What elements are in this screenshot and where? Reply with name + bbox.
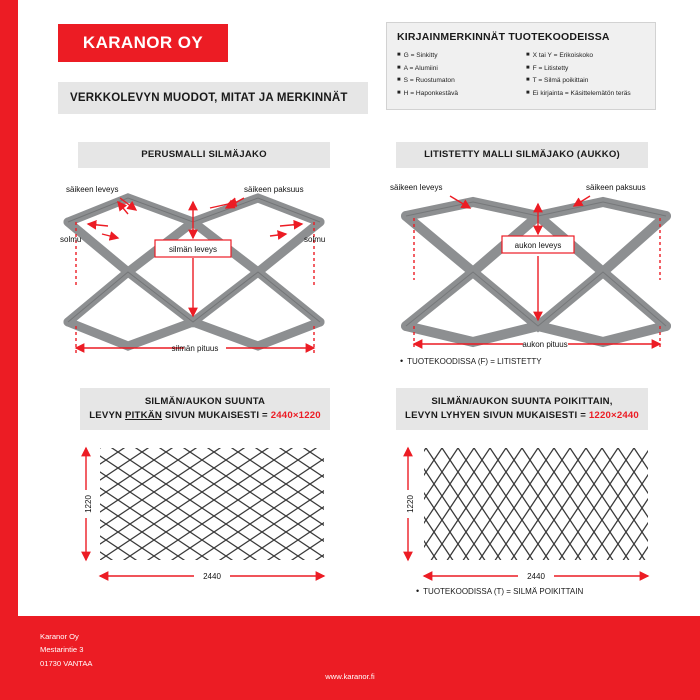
footer-street: Mestarintie 3 [40, 645, 84, 655]
legend-item-label: A = Alumiini [403, 64, 438, 72]
logo-text: KARANOR OY [82, 33, 204, 52]
footer [0, 616, 700, 700]
page-content [18, 0, 700, 700]
diagram-basic-mesh [58, 176, 358, 366]
legend-item-label: X tai Y = Erikoiskoko [532, 52, 594, 59]
footer-company: Karanor Oy [40, 632, 79, 641]
section-heading-long [80, 388, 330, 430]
label-strand-width: säikeen leveys [66, 185, 119, 194]
legend-item [526, 63, 645, 76]
section-heading-cross-line2: LEVYN LYHYEN SIVUN MUKAISESTI = 1220×2440 [405, 410, 639, 421]
label-knot-right: solmu [304, 235, 326, 244]
dim-label-height: 1220 [84, 495, 93, 513]
bullet-icon: ■ [526, 77, 530, 84]
label-strand-width: säikeen leveys [390, 183, 443, 192]
label-mesh-length: silmän pituus [171, 344, 219, 353]
label-knot-left: solmu [60, 235, 82, 244]
legend-box [386, 22, 656, 110]
legend-item [397, 50, 516, 63]
note-slit-text: TUOTEKOODISSA (F) = LITISTETTY [407, 356, 542, 366]
legend-title: KIRJAINMERKINNÄT TUOTEKOODEISSA [397, 31, 610, 43]
legend-item-label: Ei kirjainta = Käsittelemätön teräs [532, 89, 631, 97]
note-cross-text: TUOTEKOODISSA (T) = SILMÄ POIKITTAIN [423, 586, 584, 596]
section-heading-basic-text: PERUSMALLI SILMÄJAKO [141, 148, 267, 160]
legend-item-label: G = Sinkitty [403, 52, 438, 59]
label-mesh-width: silmän leveys [168, 245, 218, 254]
bullet-icon: ■ [397, 64, 401, 71]
page-title [58, 82, 368, 114]
label-opening-length: aukon pituus [522, 340, 568, 349]
label-strand-thickness: säikeen paksuus [586, 183, 646, 192]
bullet-icon: ■ [397, 89, 401, 96]
legend-item-label: T = Silmä poikittain [532, 77, 589, 85]
footer-website[interactable]: www.karanor.fi [325, 672, 375, 681]
heading-underlined-word: PITKÄN [125, 410, 162, 421]
logo [58, 24, 228, 62]
legend-column-right [526, 50, 645, 100]
mesh-strand-outline [68, 198, 320, 322]
heading-size-value: 2440×1220 [270, 410, 321, 421]
legend-item-label: H = Haponkestävä [403, 89, 459, 97]
left-accent-stripe [0, 0, 18, 700]
section-heading-long-line2: LEVYN PITKÄN SIVUN MUKAISESTI = 2440×1220 [89, 410, 321, 421]
dim-label-width: 2440 [527, 572, 545, 581]
footer-city: 01730 VANTAA [40, 658, 93, 668]
legend-item [526, 75, 645, 88]
mesh-strands [406, 202, 666, 342]
dim-label-height: 1220 [406, 495, 415, 513]
bullet-icon: ■ [397, 77, 401, 84]
diagram-slit-mesh [378, 176, 678, 366]
legend-item-label: F = Litistetty [532, 64, 569, 72]
section-heading-slit [396, 142, 648, 168]
legend-item [397, 63, 516, 76]
legend-item [526, 88, 645, 101]
legend-item [526, 50, 645, 63]
label-opening-width: aukon leveys [514, 241, 562, 250]
note-slit [400, 356, 542, 366]
bullet-icon: ■ [526, 52, 530, 58]
page-title-text: VERKKOLEVYN MUODOT, MITAT JA MERKINNÄT [70, 92, 348, 104]
label-strand-thickness: säikeen paksuus [244, 185, 304, 194]
diagram-sheet-cross [378, 436, 678, 596]
legend-item [397, 88, 516, 101]
section-heading-long-line1: SILMÄN/AUKON SUUNTA [144, 395, 266, 407]
section-heading-basic [78, 142, 330, 168]
bullet-icon: • [400, 356, 404, 366]
section-heading-slit-text: LITISTETTY MALLI SILMÄJAKO (AUKKO) [424, 148, 620, 160]
legend-item-label: S = Ruostumaton [403, 77, 455, 85]
sheet-mesh-area [424, 448, 648, 560]
sheet-mesh-area [100, 448, 324, 560]
dim-label-width: 2440 [203, 572, 221, 581]
footer-address [40, 630, 92, 670]
bullet-icon: • [416, 586, 420, 596]
mesh-strands [68, 198, 320, 346]
diagram-sheet-long [58, 436, 358, 596]
bullet-icon: ■ [526, 89, 530, 96]
heading-size-value: 1220×2440 [588, 410, 639, 421]
section-heading-cross [396, 388, 648, 430]
legend-column-left [397, 50, 516, 100]
section-heading-cross-line1: SILMÄN/AUKON SUUNTA POIKITTAIN, [431, 395, 613, 407]
bullet-icon: ■ [526, 64, 530, 71]
note-cross [416, 586, 583, 596]
legend-item [397, 75, 516, 88]
bullet-icon: ■ [397, 52, 401, 58]
